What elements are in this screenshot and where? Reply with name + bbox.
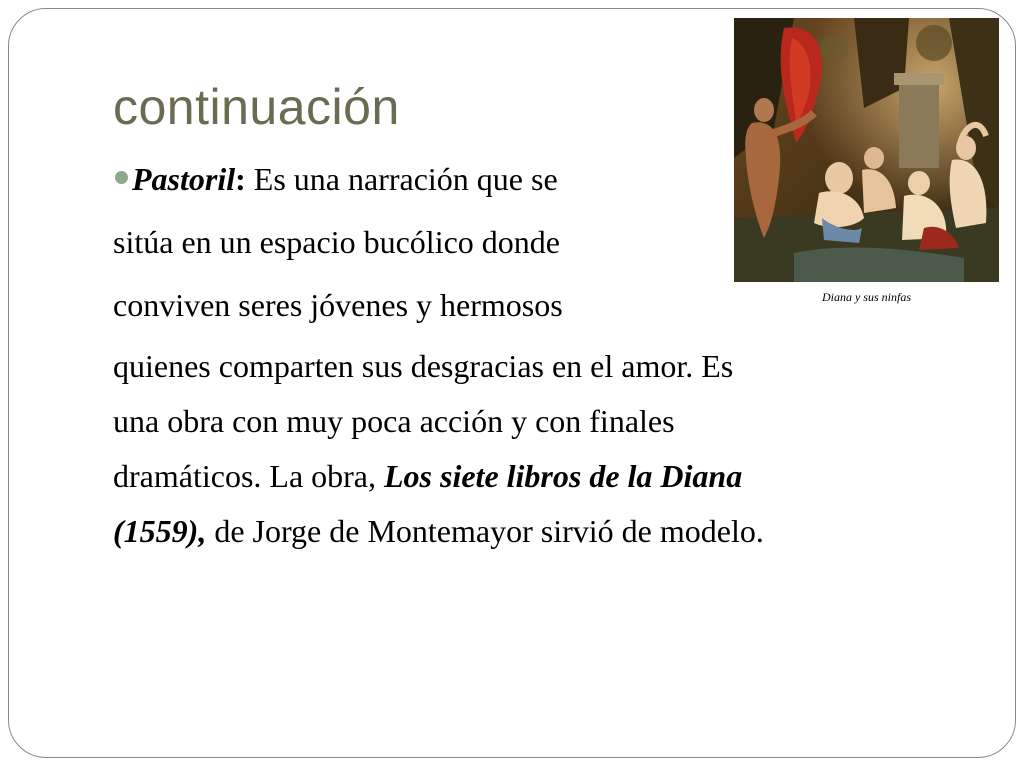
body-line-7 bbox=[113, 515, 764, 547]
book-year: (1559), bbox=[113, 513, 207, 549]
body-line-2: sitúa en un espacio bucólico donde bbox=[113, 224, 560, 260]
book-title: Los siete libros de la Diana bbox=[384, 458, 743, 494]
body-line-6 bbox=[113, 460, 742, 492]
term-pastoril: Pastoril bbox=[132, 161, 236, 197]
bullet-icon bbox=[115, 171, 128, 184]
body-line-5: una obra con muy poca acción y con finales bbox=[113, 403, 675, 439]
body-line-4: quienes comparten sus desgracias en el amor. Es bbox=[113, 348, 734, 384]
line1-text: Es una narración que se bbox=[245, 161, 558, 197]
diana-painting-image bbox=[734, 18, 999, 282]
term-colon: : bbox=[235, 161, 246, 197]
slide-title: continuación bbox=[113, 79, 400, 135]
image-caption: Diana y sus ninfas bbox=[821, 290, 911, 304]
line6-text: dramáticos. La obra, bbox=[113, 458, 384, 494]
body-line-3: conviven seres jóvenes y hermosos bbox=[113, 287, 563, 323]
bullet-line-1 bbox=[115, 163, 558, 195]
line7-text: de Jorge de Montemayor sirvió de modelo. bbox=[206, 513, 764, 549]
